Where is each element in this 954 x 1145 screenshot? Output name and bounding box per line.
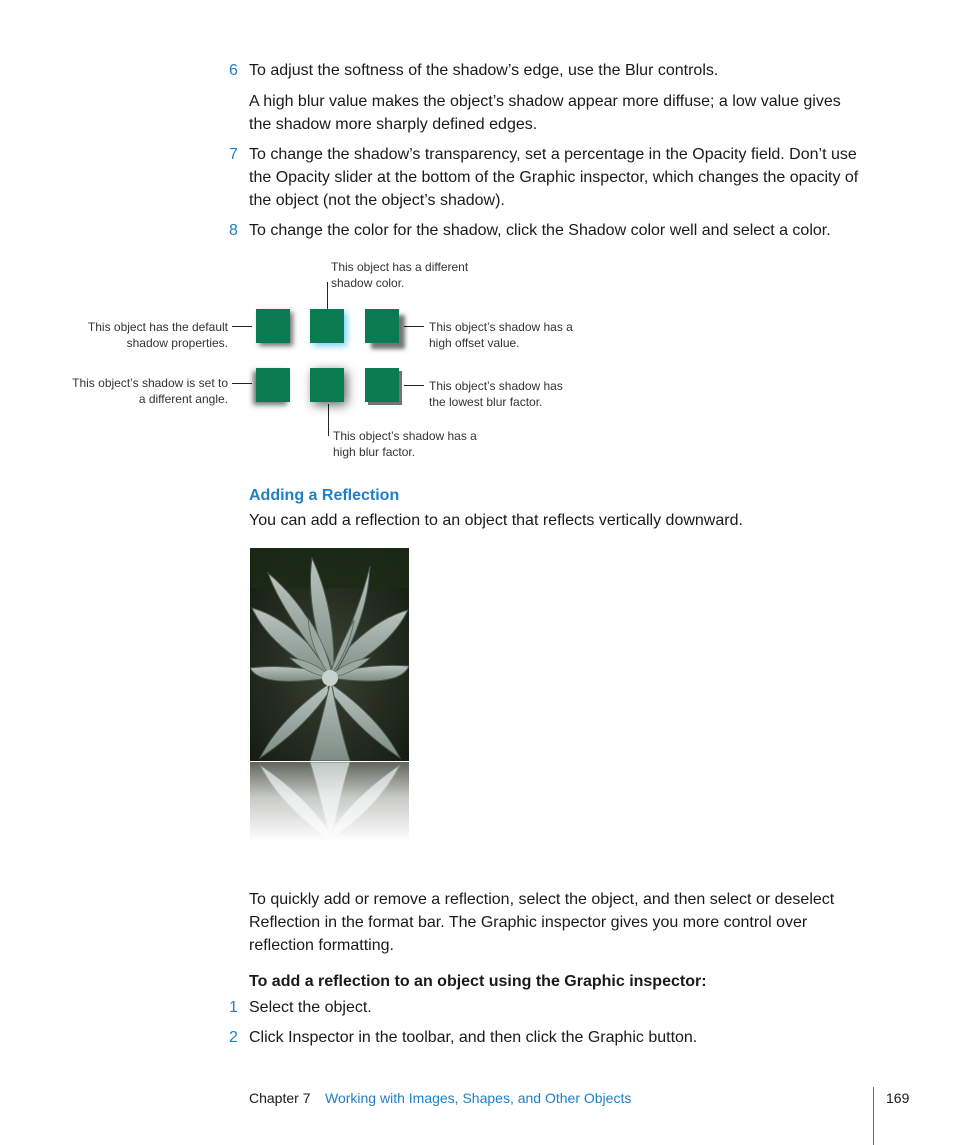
agave-photo [250, 548, 409, 761]
step-number: 6 [229, 62, 238, 79]
leader-line [404, 385, 424, 386]
blur-note: A high blur value makes the object’s shadow appear more diffuse; a low value gives the shadow more sharply defined edges. [249, 93, 841, 133]
step-number: 2 [229, 1029, 238, 1046]
callout-different-color: This object has a different shadow color. [331, 260, 469, 290]
square-angled-shadow [256, 368, 290, 402]
task-heading: To add a reflection to an object using the Graphic inspector: [249, 973, 707, 990]
step-text: To change the shadow’s transparency, set a percentage in the Opacity field. Don’t use the Opacity slider at the bottom of the Graphic inspector, which changes the opacity of the object (not the object’s shadow). [249, 146, 859, 209]
leader-line [328, 404, 329, 436]
page-number: 169 [886, 1090, 910, 1106]
footer-chapter-title: Working with Images, Shapes, and Other Objects [325, 1090, 632, 1106]
step-text: To change the color for the shadow, click the Shadow color well and select a color. [249, 222, 831, 239]
section-intro: You can add a reflection to an object that reflects vertically downward. [249, 512, 743, 529]
square-default-shadow [256, 309, 290, 343]
square-colored-shadow [310, 309, 344, 343]
leader-line [232, 383, 252, 384]
reflection-fade [250, 762, 409, 842]
callout-different-angle: This object’s shadow is set to a different angle. [72, 376, 228, 406]
callout-lowest-blur: This object’s shadow has the lowest blur factor. [429, 379, 563, 409]
leader-line [232, 326, 252, 327]
agave-image [250, 548, 409, 761]
leader-line [404, 326, 424, 327]
footer-divider [873, 1087, 874, 1145]
step-text: Click Inspector in the toolbar, and then click the Graphic button. [249, 1029, 698, 1046]
step-text: Select the object. [249, 999, 372, 1016]
callout-high-offset: This object’s shadow has a high offset value. [429, 320, 573, 350]
step-number: 8 [229, 222, 238, 239]
leader-line [327, 282, 328, 310]
square-high-blur-shadow [310, 368, 344, 402]
reflection-paragraph: To quickly add or remove a reflection, select the object, and then select or deselect Reflection in the format bar. The Graphic inspector gives you more control over reflection formatting. [249, 891, 835, 954]
section-heading: Adding a Reflection [249, 487, 400, 504]
square-high-offset-shadow [365, 309, 399, 343]
step-number: 7 [229, 146, 238, 163]
step-text: To adjust the softness of the shadow’s edge, use the Blur controls. [249, 62, 719, 79]
footer-chapter: Chapter 7 [249, 1090, 311, 1106]
square-lowest-blur-shadow [365, 368, 399, 402]
agave-reflection [250, 762, 409, 842]
callout-high-blur: This object’s shadow has a high blur factor. [333, 429, 477, 459]
step-number: 1 [229, 999, 238, 1016]
callout-default: This object has the default shadow properties. [87, 320, 228, 350]
